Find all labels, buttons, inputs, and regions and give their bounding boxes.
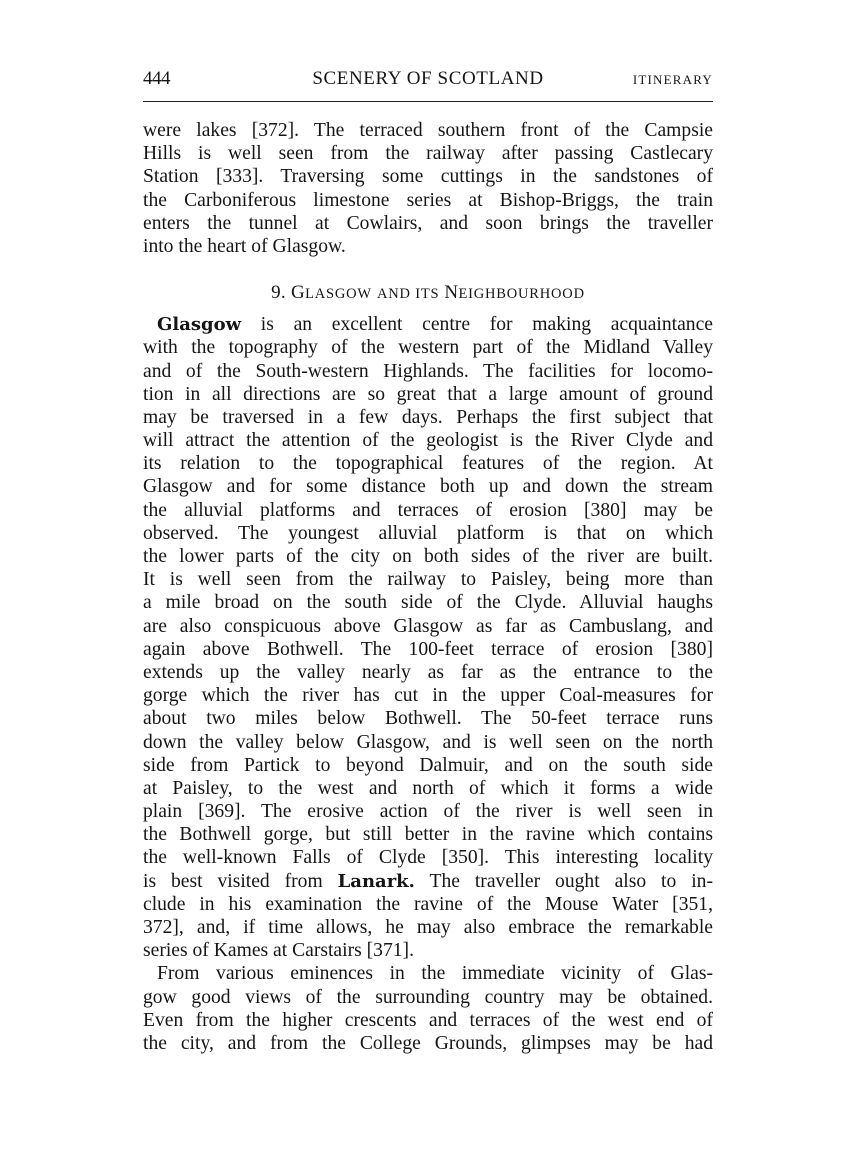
text-line: the Bothwell gorge, but still better in the ravine which contains: [143, 824, 713, 846]
text-line: a mile broad on the south side of the Clyde. Alluvial haughs: [143, 592, 713, 614]
text-line: may be traversed in a few days. Perhaps the first subject that: [143, 406, 713, 428]
text-line: From various eminences in the immediate vicinity of Glas-: [157, 963, 713, 985]
text-line: the Carboniferous limestone series at Bishop-Briggs, the train: [143, 189, 713, 211]
section-heading: [143, 280, 713, 307]
text-line: 372], and, if time allows, he may also embrace the remarkable: [143, 917, 713, 938]
text-line: are also conspicuous above Glasgow as far as Cambuslang, and: [143, 615, 713, 637]
page-number: 444: [143, 68, 170, 89]
views-paragraph: [143, 962, 713, 1055]
text-line: were lakes [372]. The terraced southern front of the Campsie: [143, 120, 713, 141]
text-line: will attract the attention of the geologist is the River Clyde and: [143, 430, 713, 452]
text-line: the alluvial platforms and terraces of erosion [380] may be: [143, 499, 713, 521]
text-line: plain [369]. The erosive action of the river is well seen in: [143, 801, 713, 823]
text-line: Station [333]. Traversing some cuttings in the sandstones of: [143, 166, 713, 188]
text-line: about two miles below Bothwell. The 50-feet terrace runs: [143, 708, 713, 730]
text-line: again above Bothwell. The 100-feet terrace of erosion [380]: [143, 638, 713, 660]
text-line: gorge which the river has cut in the upper Coal-measures for: [143, 685, 713, 707]
page-body: [143, 119, 713, 1055]
text-line: and of the South-western Highlands. The facilities for locomo-: [143, 360, 713, 382]
text-line: gow good views of the surrounding country may be obtained.: [143, 986, 713, 1008]
text-line: series of Kames at Carstairs [371].: [143, 940, 414, 962]
intro-paragraph: [143, 119, 713, 258]
text-line: the well-known Falls of Clyde [350]. This interesting locality: [143, 847, 713, 869]
text-line: extends up the valley nearly as far as the entrance to the: [143, 661, 713, 683]
running-title: SCENERY OF SCOTLAND: [312, 68, 544, 89]
text-line: the city, and from the College Grounds, glimpses may be had: [143, 1032, 713, 1054]
text-line: Hills is well seen from the railway after passing Castlecary: [143, 143, 713, 165]
text-line: Even from the higher crescents and terraces of the west end of: [143, 1009, 713, 1031]
header-rule: [143, 101, 713, 102]
text-line: It is well seen from the railway to Paisley, being more than: [143, 569, 713, 591]
running-header: [143, 66, 713, 92]
section-title-word1: GLASGOW: [291, 282, 372, 304]
text-line: its relation to the topographical features of the region. At: [143, 453, 713, 475]
section-title-word2: NEIGHBOURHOOD: [444, 282, 585, 304]
text-line: at Paisley, to the west and north of which it forms a wide: [143, 777, 713, 799]
text-line: enters the tunnel at Cowlairs, and soon brings the traveller: [143, 212, 713, 234]
place-name-lanark: Lanark.: [337, 870, 415, 892]
text-line: clude in his examination the ravine of the Mouse Water [351,: [143, 893, 713, 915]
text-line: side from Partick to beyond Dalmuir, and on the south side: [143, 754, 713, 776]
text-line: the lower parts of the city on both sides of the river are built.: [143, 546, 713, 567]
place-name-glasgow: Glasgow: [157, 314, 242, 336]
section-number: 9.: [271, 282, 286, 304]
glasgow-paragraph: [143, 313, 713, 962]
section-title-mid: AND ITS: [376, 286, 440, 303]
text-line: tion in all directions are so great that a large amount of ground: [143, 383, 713, 405]
text-line-first: Glasgow is an excellent centre for making acquaintance: [157, 314, 713, 336]
text-line: Glasgow and for some distance both up and down the stream: [143, 476, 713, 498]
section-label: ITINERARY: [632, 72, 713, 87]
text-line: with the topography of the western part of the Midland Valley: [143, 337, 713, 359]
text-line: into the heart of Glasgow.: [143, 235, 346, 257]
text-line: observed. The youngest alluvial platform is that on which: [143, 522, 713, 544]
text-line-lanark: is best visited from Lanark. The traveller ought also to in-: [143, 870, 713, 892]
text-line: down the valley below Glasgow, and is well seen on the north: [143, 731, 713, 753]
